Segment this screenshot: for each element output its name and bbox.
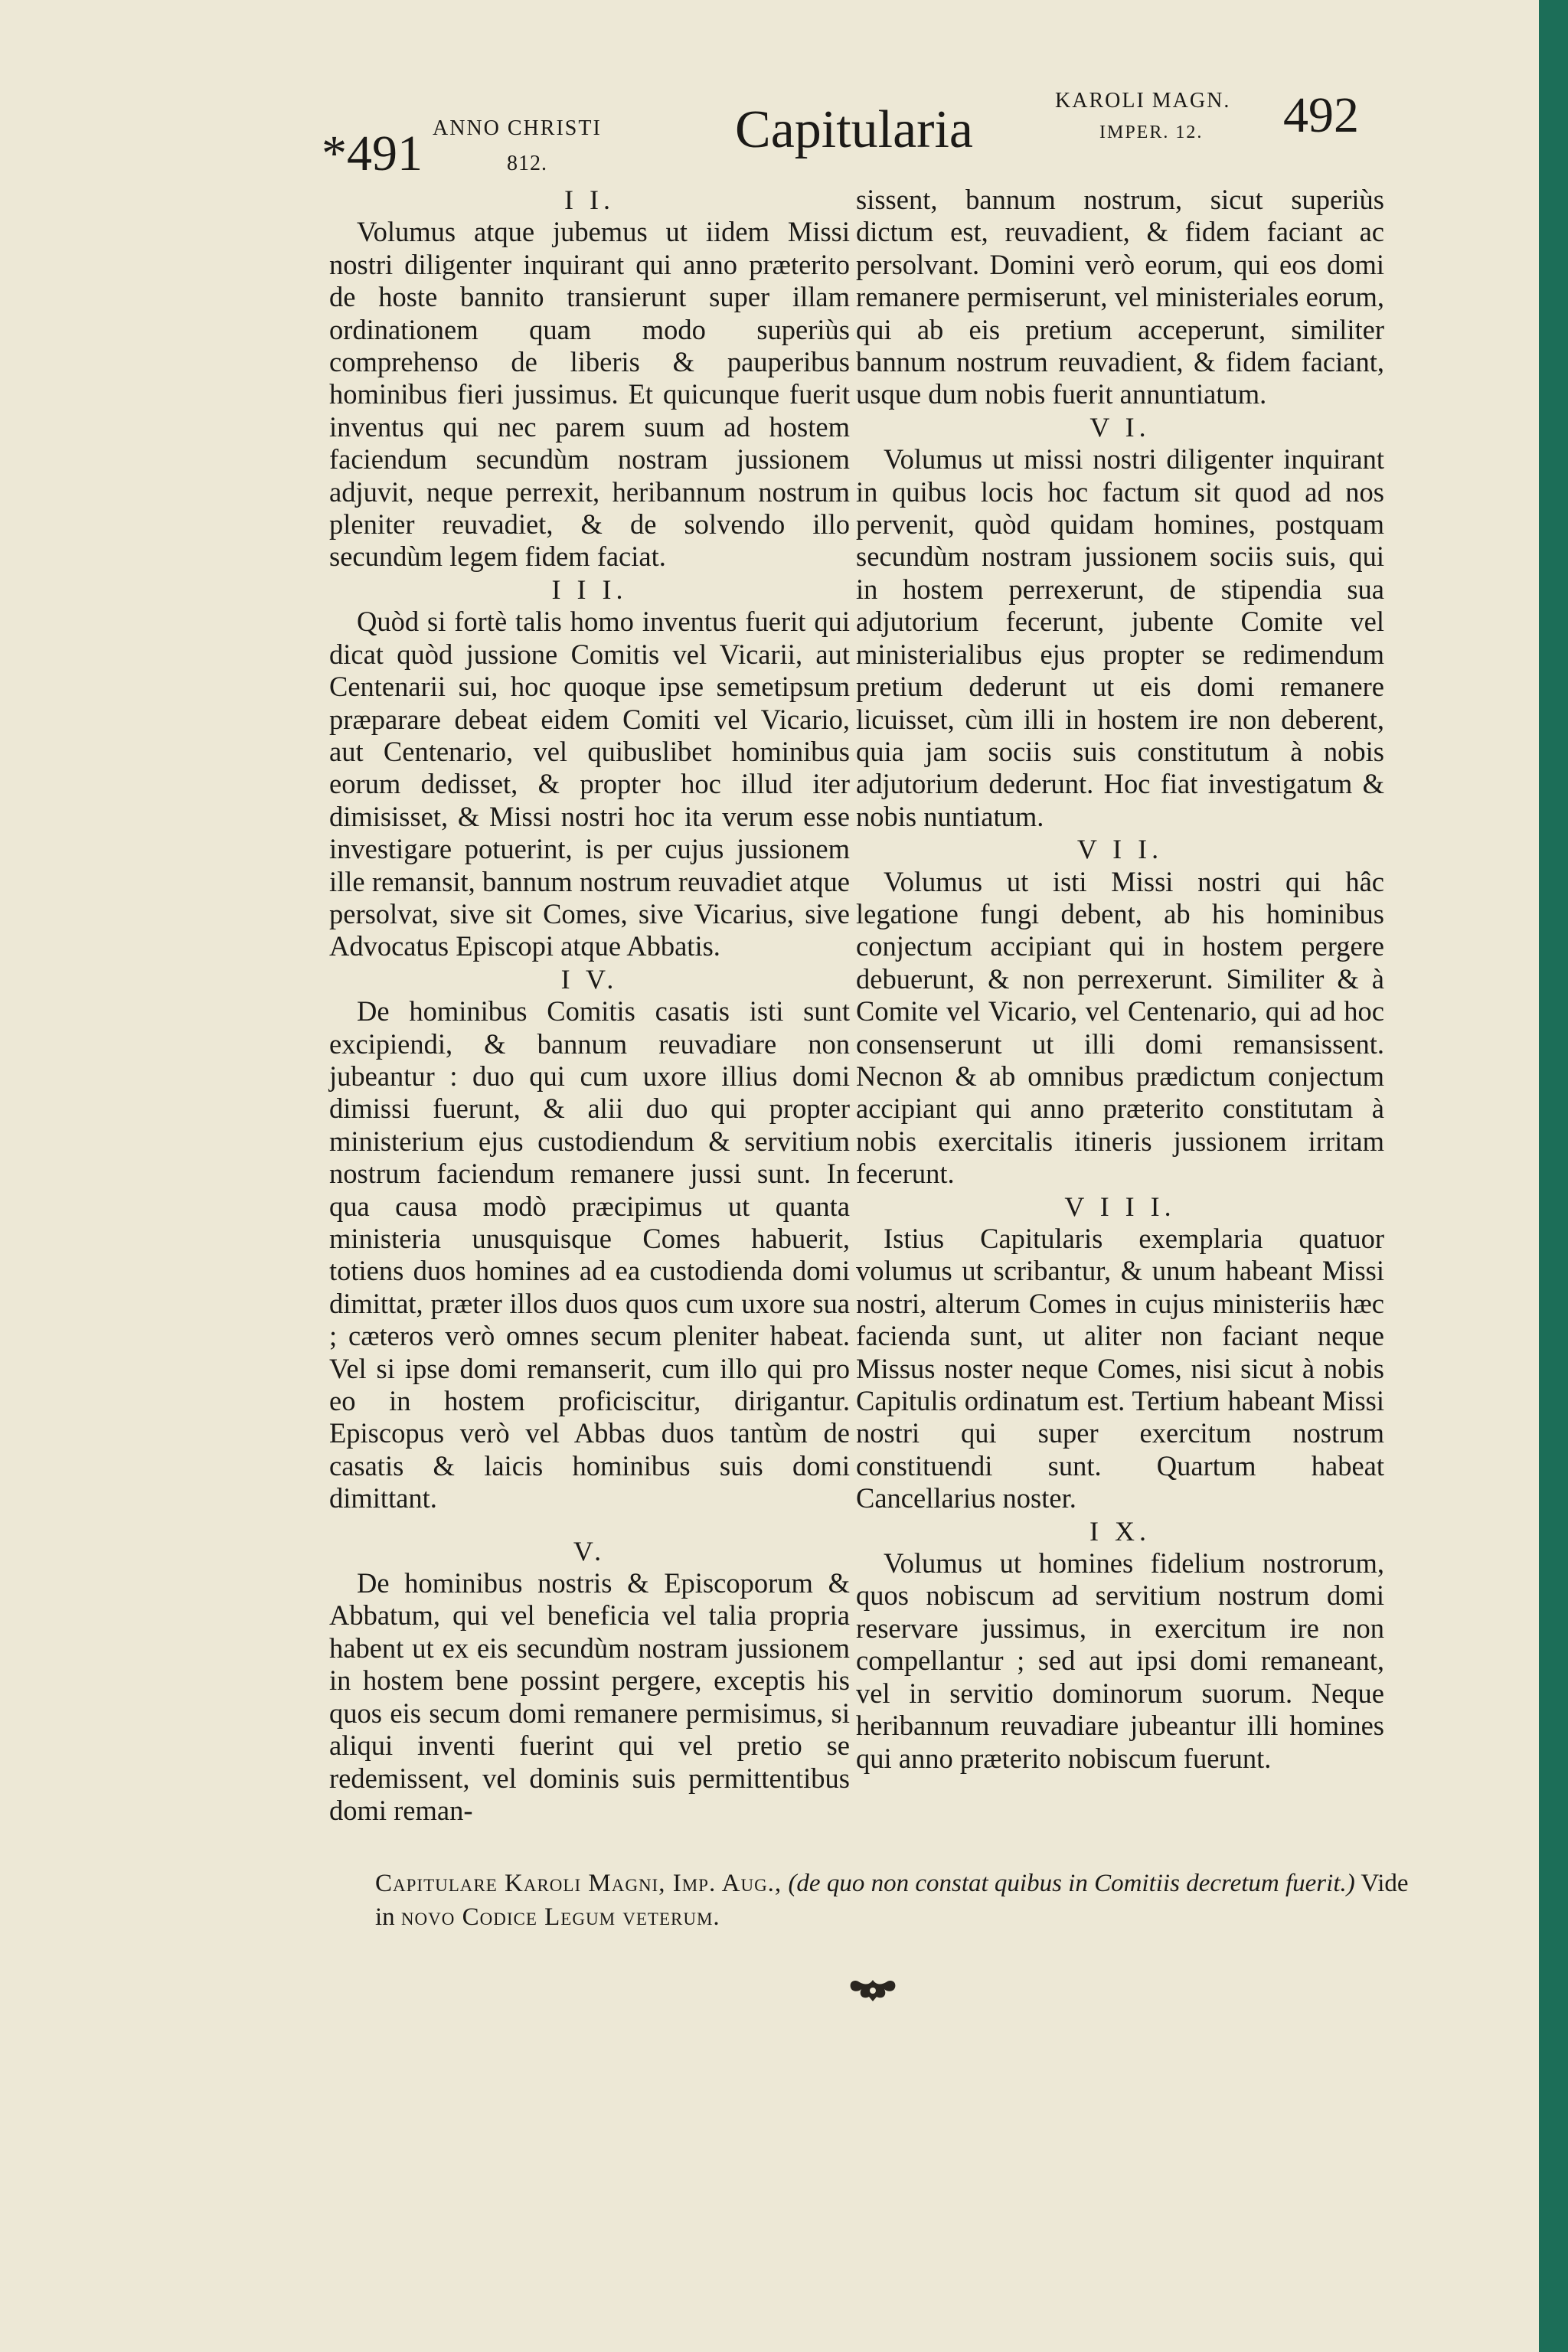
section-paragraph: Istius Capitularis exemplaria quatuor volumus ut scribantur, & unum habeant Missi nostri, alterum Comes in cujus ministeriis hæc facienda sunt, ut aliter non faciant neque Missus noster neque Comes, nisi sicut à nobis Capitulis ordinatum est. Tertium habeant Missi nostri qui super exercitum nostrum constituendi sunt. Quartum habeat Cancellarius noster.	[856, 1223, 1384, 1514]
section-paragraph: Volumus ut homines fidelium nostrorum, quos nobiscum ad servitium nostrum domi reservare jussimus, in exercitum ire non compellantur ; sed aut ipsi domi remaneant, vel in servitio dominorum suorum. Neque heribannum reuvadiare jubeantur illi homines qui anno præterito nobiscum fuerunt.	[856, 1547, 1384, 1774]
king-label: KAROLI MAGN.	[1055, 89, 1231, 113]
note-caps-title: Capitulare Karoli Magni, Imp. Aug.,	[375, 1870, 782, 1897]
running-header	[0, 0, 1539, 199]
section-paragraph: De hominibus Comitis casatis isti sunt excipiendi, & bannum reuvadiare non jubeantur : duo qui cum uxore illius domi dimissi fuerunt, & alii duo qui propter ministerium ejus custodiendum & servitium nostrum faciendum remanere jussi sunt. In qua causa modò præcipimus ut quanta ministeria unusquisque Comes habuerit, totiens duos homines ad ea custodienda domi dimittat, præter illos duos quos cum uxore sua ; cæteros verò omnes secum pleniter habeat. Vel si ipse domi remanserit, cum illo qui pro eo in hostem proficiscitur, dirigantur. Episcopus verò vel Abbas duos tantùm de casatis & laicis hominibus suis domi dimittant.	[329, 995, 850, 1514]
page-number-right: 492	[1283, 87, 1359, 143]
section-heading: V I I I.	[1064, 1191, 1176, 1222]
section-heading: I X.	[1089, 1515, 1151, 1547]
right-text-column	[856, 184, 1384, 1775]
year-label: 812.	[507, 152, 547, 175]
section-paragraph: Volumus atque jubemus ut iidem Missi nostri diligenter inquirant qui anno præterito de hoste bannito transierunt super illam ordinationem quam modo superiùs comprehenso de liberis & pauperibus hominibus fieri jussimus. Et quicunque fuerit inventus qui nec parem suum ad hostem faciendum secundùm nostram jussionem adjuvit, neque perrexit, heribannum nostrum pleniter reuvadiet, & de solvendo illo secundùm legem fidem faciat.	[329, 216, 850, 573]
section-paragraph: sissent, bannum nostrum, sicut superiùs dictum est, reuvadient, & fidem faciant ac persolvant. Domini verò eorum, qui eos domi remanere permiserunt, vel ministeriales eorum, qui ab eis pretium acceperunt, similiter bannum nostrum reuvadient, & fidem faciant, usque dum nobis fuerit annuntiatum.	[856, 184, 1384, 410]
section-heading: V I.	[1089, 411, 1151, 443]
section-paragraph: De hominibus nostris & Episcoporum & Abbatum, qui vel beneficia vel talia propria habent ut ex eis secundùm nostram jussionem in hostem bene possint pergere, exceptis his quos eis secum domi remanere permisimus, si aliqui inventi fuerint qui vel pretio se redemissent, vel dominis suis permittentibus domi reman-	[329, 1567, 850, 1826]
note-italic: (de quo non constat quibus in Comitiis decretum fuerit.)	[788, 1870, 1355, 1897]
note-vide: Vide in	[375, 1870, 1409, 1931]
section-paragraph: Volumus ut isti Missi nostri qui hâc legatione fungi debent, ab his hominibus conjectum accipiant qui in hostem pergere debuerunt, & non perrexerunt. Similiter & à Comite vel Vicario, vel Centenario, qui ad hoc consenserunt ut illi domi remansissent. Necnon & ab omnibus prædictum conjectum accipiant qui anno præterito constitutam à nobis exercitalis itineris jussionem irritam fecerunt.	[856, 865, 1384, 1190]
section-heading: I I.	[564, 185, 615, 215]
page-title: Capitularia	[735, 100, 974, 159]
imperial-year-label: IMPER. 12.	[1099, 122, 1204, 142]
section-paragraph: Volumus ut missi nostri diligenter inquirant in quibus locis hoc factum sit quod ad nos pervenit, quòd quidam homines, postquam secundùm nostram jussionem sociis suis, qui in hostem perrexerunt, de stipendia sua adjutorium fecerunt, jubente Comite vel ministerialibus ejus propter se redimendum pretium dederunt ut eis domi remanere licuisset, cùm illi in hostem ire non deberent, quia jam sociis suis constitutum à nobis adjutorium dederunt. Hoc fiat investigatum & nobis nuntiatum.	[856, 443, 1384, 832]
fleuron-ornament-icon	[846, 1975, 900, 2006]
section-heading: V.	[573, 1535, 606, 1566]
note-codice: novo Codice Legum veterum.	[400, 1903, 720, 1931]
section-heading: I I I.	[551, 573, 628, 605]
section-gap	[329, 1515, 850, 1535]
section-heading: I V.	[560, 963, 619, 995]
section-heading: V I I.	[1076, 834, 1164, 865]
left-text-column	[329, 184, 850, 1827]
page-number-left: *491	[322, 126, 423, 181]
section-paragraph: Quòd si fortè talis homo inventus fuerit qui dicat quòd jussione Comitis vel Vicarii, aut Centenarii sui, hoc quoque ipse semetipsum præparare debeat eidem Comiti vel Vicario, aut Centenario, vel quibuslibet hominibus eorum dedisset, & propter hoc illud iter dimisisset, & Missi nostri hoc ita verum esse investigare potuerint, is per cujus jussionem ille remansit, bannum nostrum reuvadiet atque persolvat, sive sit Comes, sive Vicarius, sive Advocatus Episcopi atque Abbatis.	[329, 606, 850, 962]
capitulare-note	[375, 1867, 1416, 1934]
anno-christi-label: ANNO CHRISTI	[433, 116, 602, 140]
